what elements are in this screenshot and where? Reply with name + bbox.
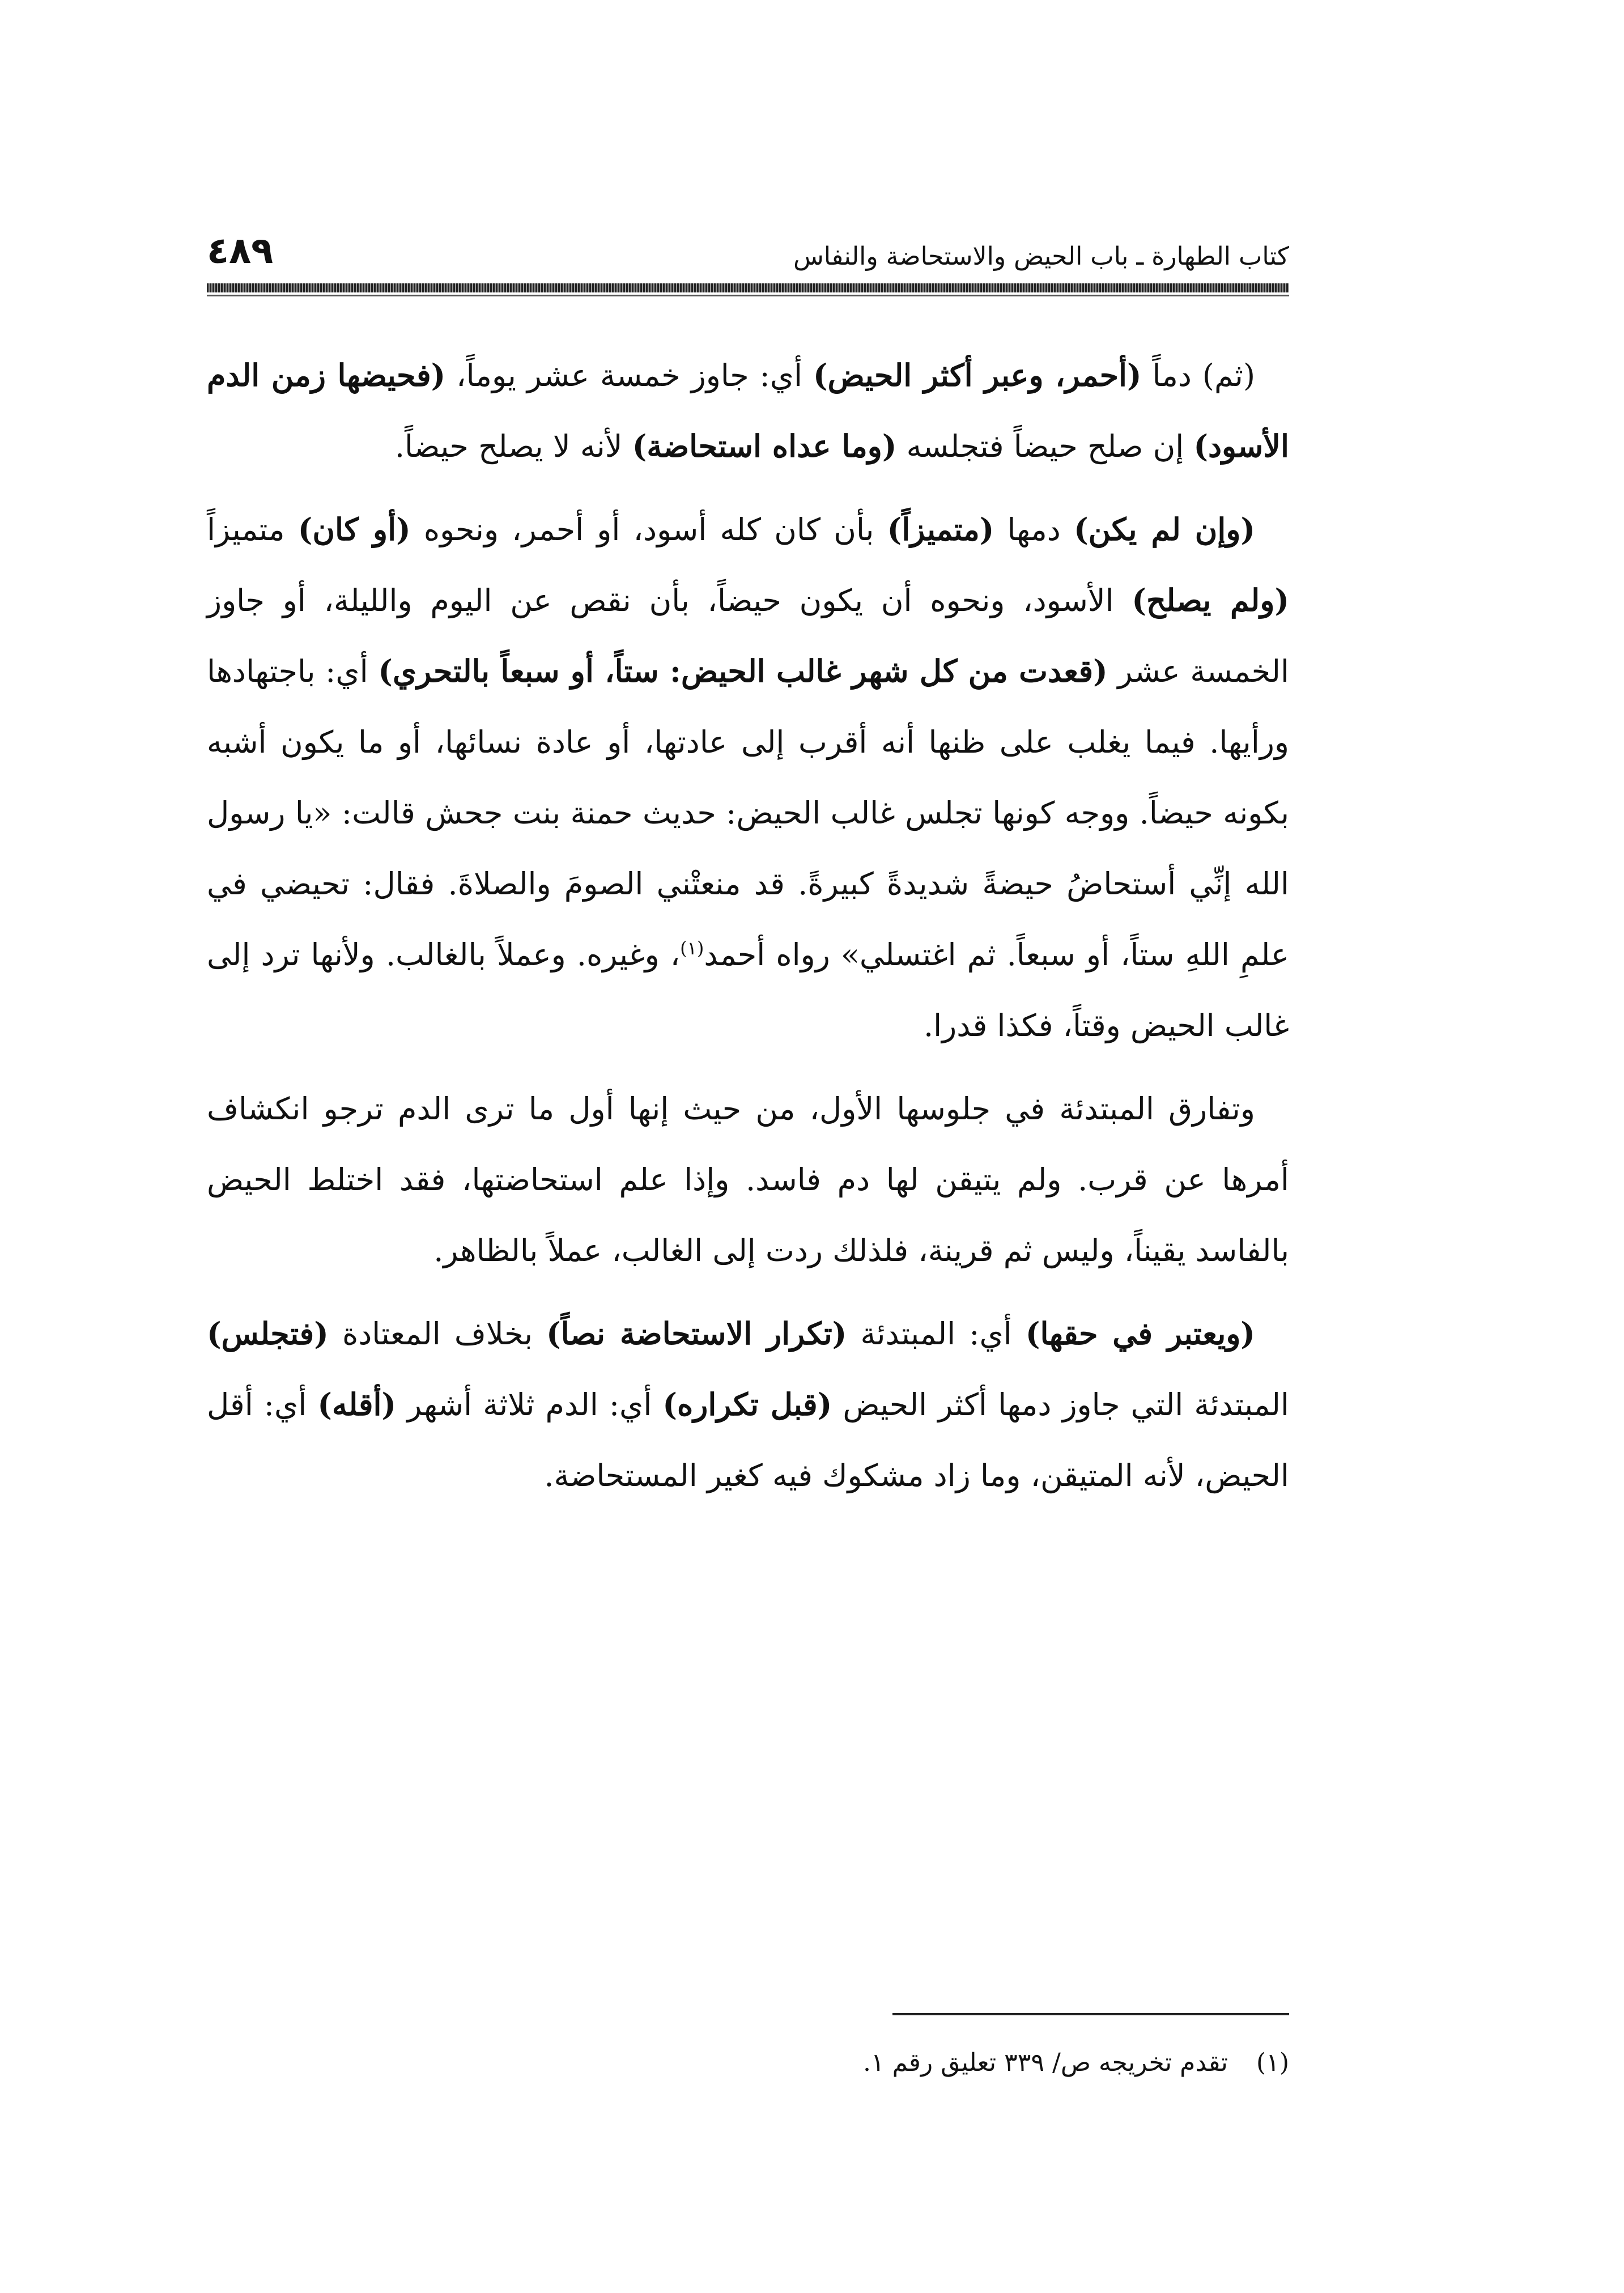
footnote xyxy=(439,2043,1289,2083)
footnote-divider xyxy=(892,2013,1289,2015)
segment-bold: (أو كان) xyxy=(297,511,411,547)
segment: أي: جاوز خمسة عشر يوماً، xyxy=(445,358,813,393)
segment-bold: (فتجلس) xyxy=(207,1315,329,1352)
segment: المبتدئة التي جاوز دمها أكثر الحيض xyxy=(832,1387,1289,1422)
segment: (ثم) دماً xyxy=(1141,358,1256,393)
segment-bold: (ولم يصلح) xyxy=(1132,582,1289,618)
segment: أي: أقل الحيض، لأنه المتيقن، وما زاد مشكوك فيه كغير المستحاضة. xyxy=(207,1387,1289,1493)
segment: لأنه لا يصلح حيضاً. xyxy=(394,428,632,464)
segment-bold: (فحيضها زمن الدم الأسود) xyxy=(207,357,1289,464)
segment-bold: (تكرار الاستحاضة نصاً) xyxy=(546,1315,847,1352)
segment-bold: (أحمر، وعبر أكثر الحيض) xyxy=(813,357,1142,393)
segment: متميزاً xyxy=(207,512,298,547)
paragraph-4 xyxy=(207,1298,1289,1511)
segment-bold: (قبل تكراره) xyxy=(662,1386,832,1422)
paragraph-1 xyxy=(207,340,1289,482)
page-number: ٤٨٩ xyxy=(207,230,274,272)
segment: ، وغيره. وعملاً بالغالب. ولأنها ترد إلى غالب الحيض وقتاً، فكذا قدرا. xyxy=(207,937,1289,1043)
header-divider xyxy=(207,283,1289,292)
segment: الأسود، ونحوه أن يكون حيضاً، بأن نقص عن اليوم والليلة، أو جاوز الخمسة عشر xyxy=(207,583,1289,689)
page-header xyxy=(207,224,1289,272)
segment: أي: المبتدئة xyxy=(847,1316,1026,1352)
segment-bold: (متميزاً) xyxy=(887,511,994,547)
segment-bold: (أقله) xyxy=(317,1386,397,1422)
running-title: كتاب الطهارة ـ باب الحيض والاستحاضة والنفاس xyxy=(793,242,1289,271)
footnote-text: تقدم تخريجه ص/ ٣٣٩ تعليق رقم ١. xyxy=(862,2048,1228,2077)
segment-bold: (قعدت من كل شهر غالب الحيض: ستاً، أو سبعاً بالتحري) xyxy=(378,653,1108,689)
segment: أي: باجتهادها ورأيها. فيما يغلب على ظنها أنه أقرب إلى عادتها، أو عادة نسائها، أو ما يكون أشبه بكونه حيضاً. ووجه كونها تجلس غالب الحيض: حديث حمنة بنت جحش قالت: «يا رسول الله إنِّي أستحاضُ حيضةً شديدةً كبيرةً. قد منعتْني الصومَ والصلاةَ. فقال: تحيضي في علمِ اللهِ ستاً، أو سبعاً. ثم اغتسلي» رواه أحمد xyxy=(207,653,1289,973)
segment: إن صلح حيضاً فتجلسه xyxy=(896,428,1194,464)
paragraph-3 xyxy=(207,1073,1289,1286)
segment: دمها xyxy=(994,512,1074,547)
segment: أي: الدم ثلاثة أشهر xyxy=(396,1387,663,1422)
segment-bold: (وما عداه استحاضة) xyxy=(632,428,897,464)
segment-bold: (ويعتبر في حقها) xyxy=(1025,1315,1255,1352)
footnote-reference: (١) xyxy=(680,937,704,959)
segment: وتفارق المبتدئة في جلوسها الأول، من حيث إنها أول ما ترى الدم ترجو انكشاف أمرها عن قرب. ولم يتيقن لها دم فاسد. وإذا علم استحاضتها، فقد اختلط الحيض بالفاسد يقيناً، وليس ثم قرينة، فلذلك ردت إلى الغالب، عملاً بالظاهر. xyxy=(207,1091,1289,1268)
segment-bold: (وإن لم يكن) xyxy=(1074,511,1255,547)
paragraph-2 xyxy=(207,494,1289,1061)
footnote-marker: (١) xyxy=(1256,2048,1289,2077)
segment: بخلاف المعتادة xyxy=(328,1316,547,1352)
body-text xyxy=(207,340,1289,1523)
segment: بأن كان كله أسود، أو أحمر، ونحوه xyxy=(410,512,887,547)
